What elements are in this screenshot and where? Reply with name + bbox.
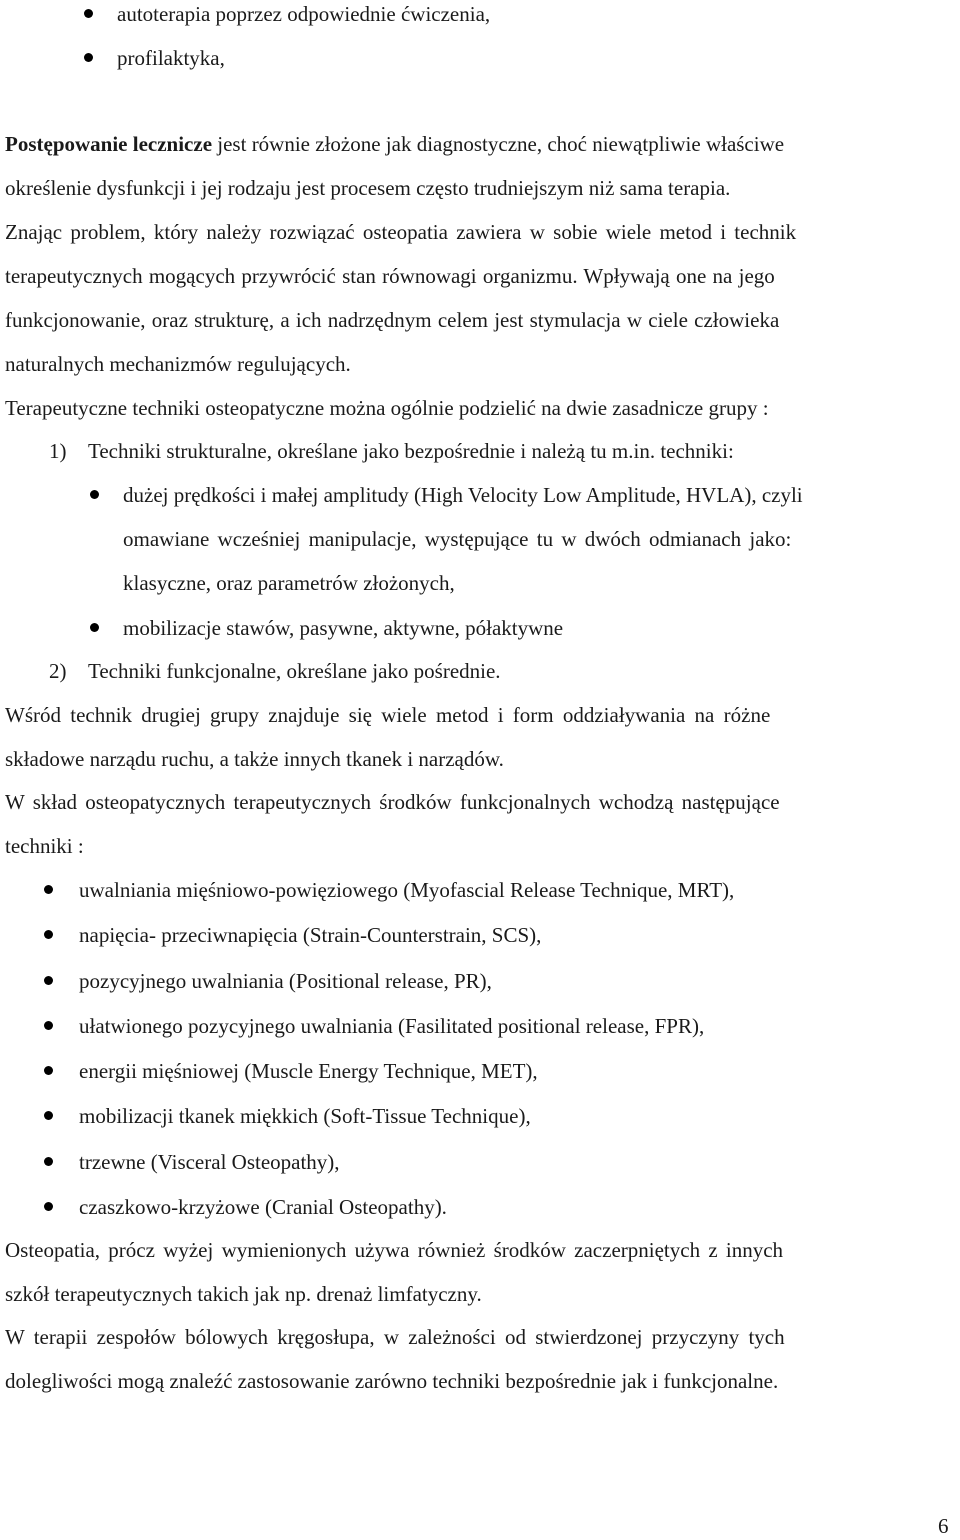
list-item: mobilizacje stawów, pasywne, aktywne, półaktywne: [123, 616, 564, 640]
bullet-icon: [44, 1202, 53, 1211]
list-item: Techniki strukturalne, określane jako bezpośrednie i należą tu m.in. techniki:: [88, 439, 734, 463]
bullet-icon: [84, 53, 93, 62]
list-item: ułatwionego pozycyjnego uwalniania (Fasilitated positional release, FPR),: [79, 1014, 705, 1038]
bullet-icon: [44, 1021, 53, 1030]
list-item: dużej prędkości i małej amplitudy (High Velocity Low Amplitude, HVLA), czyli: [123, 483, 803, 507]
bullet-icon: [44, 976, 53, 985]
list-item-continuation: klasyczne, oraz parametrów złożonych,: [123, 571, 455, 595]
list-item: uwalniania mięśniowo-powięziowego (Myofascial Release Technique, MRT),: [79, 878, 735, 902]
paragraph-line: Wśród technik drugiej grupy znajduje się wiele metod i form oddziaływania na różne: [5, 703, 771, 727]
list-item-continuation: omawiane wcześniej manipulacje, występujące tu w dwóch odmianach jako:: [123, 527, 792, 551]
paragraph-text: jest równie złożone jak diagnostyczne, choć niewątpliwie właściwe: [217, 132, 785, 156]
paragraph-line: określenie dysfunkcji i jej rodzaju jest procesem często trudniejszym niż sama terapia.: [5, 176, 731, 200]
bullet-icon: [44, 930, 53, 939]
bullet-icon: [90, 490, 99, 499]
page-number: 6: [938, 1514, 949, 1538]
paragraph-line: techniki :: [5, 834, 84, 858]
paragraph-line: składowe narządu ruchu, a także innych tkanek i narządów.: [5, 747, 504, 771]
bullet-icon: [44, 1066, 53, 1075]
paragraph-line: dolegliwości mogą znaleźć zastosowanie zarówno techniki bezpośrednie jak i funkcjonalne.: [5, 1369, 779, 1393]
bullet-icon: [90, 623, 99, 632]
paragraph-line: Osteopatia, prócz wyżej wymienionych używa również środków zaczerpniętych z innych: [5, 1238, 784, 1262]
bullet-icon: [44, 1157, 53, 1166]
list-item: profilaktyka,: [117, 46, 225, 70]
list-item: energii mięśniowej (Muscle Energy Technique, MET),: [79, 1059, 538, 1083]
paragraph-line: terapeutycznych mogących przywrócić stan równowagi organizmu. Wpływają one na jego: [5, 264, 775, 288]
bold-term: Postępowanie lecznicze: [5, 132, 213, 156]
paragraph-line: Znając problem, który należy rozwiązać osteopatia zawiera w sobie wiele metod i technik: [5, 220, 797, 244]
paragraph-line: funkcjonowanie, oraz strukturę, a ich nadrzędnym celem jest stymulacja w ciele człowieka: [5, 308, 780, 332]
list-number: 2): [49, 659, 67, 683]
list-item: napięcia- przeciwnapięcia (Strain-Counterstrain, SCS),: [79, 923, 542, 947]
paragraph-line: Terapeutyczne techniki osteopatyczne można ogólnie podzielić na dwie zasadnicze grupy :: [5, 396, 769, 420]
list-item: Techniki funkcjonalne, określane jako pośrednie.: [88, 659, 501, 683]
paragraph-line: naturalnych mechanizmów regulujących.: [5, 352, 351, 376]
bullet-icon: [84, 9, 93, 18]
paragraph-line: szkół terapeutycznych takich jak np. drenaż limfatyczny.: [5, 1282, 482, 1306]
paragraph-line: W terapii zespołów bólowych kręgosłupa, w zależności od stwierdzonej przyczyny tych: [5, 1325, 785, 1349]
list-item: trzewne (Visceral Osteopathy),: [79, 1150, 340, 1174]
list-item: czaszkowo-krzyżowe (Cranial Osteopathy).: [79, 1195, 447, 1219]
list-number: 1): [49, 439, 67, 463]
list-item: autoterapia poprzez odpowiednie ćwiczenia,: [117, 2, 491, 26]
paragraph-line: W skład osteopatycznych terapeutycznych środków funkcjonalnych wchodzą następujące: [5, 790, 780, 814]
list-item: pozycyjnego uwalniania (Positional release, PR),: [79, 969, 492, 993]
bullet-icon: [44, 885, 53, 894]
paragraph-line: [5, 130, 955, 158]
list-item: mobilizacji tkanek miękkich (Soft-Tissue Technique),: [79, 1104, 531, 1128]
bullet-icon: [44, 1111, 53, 1120]
